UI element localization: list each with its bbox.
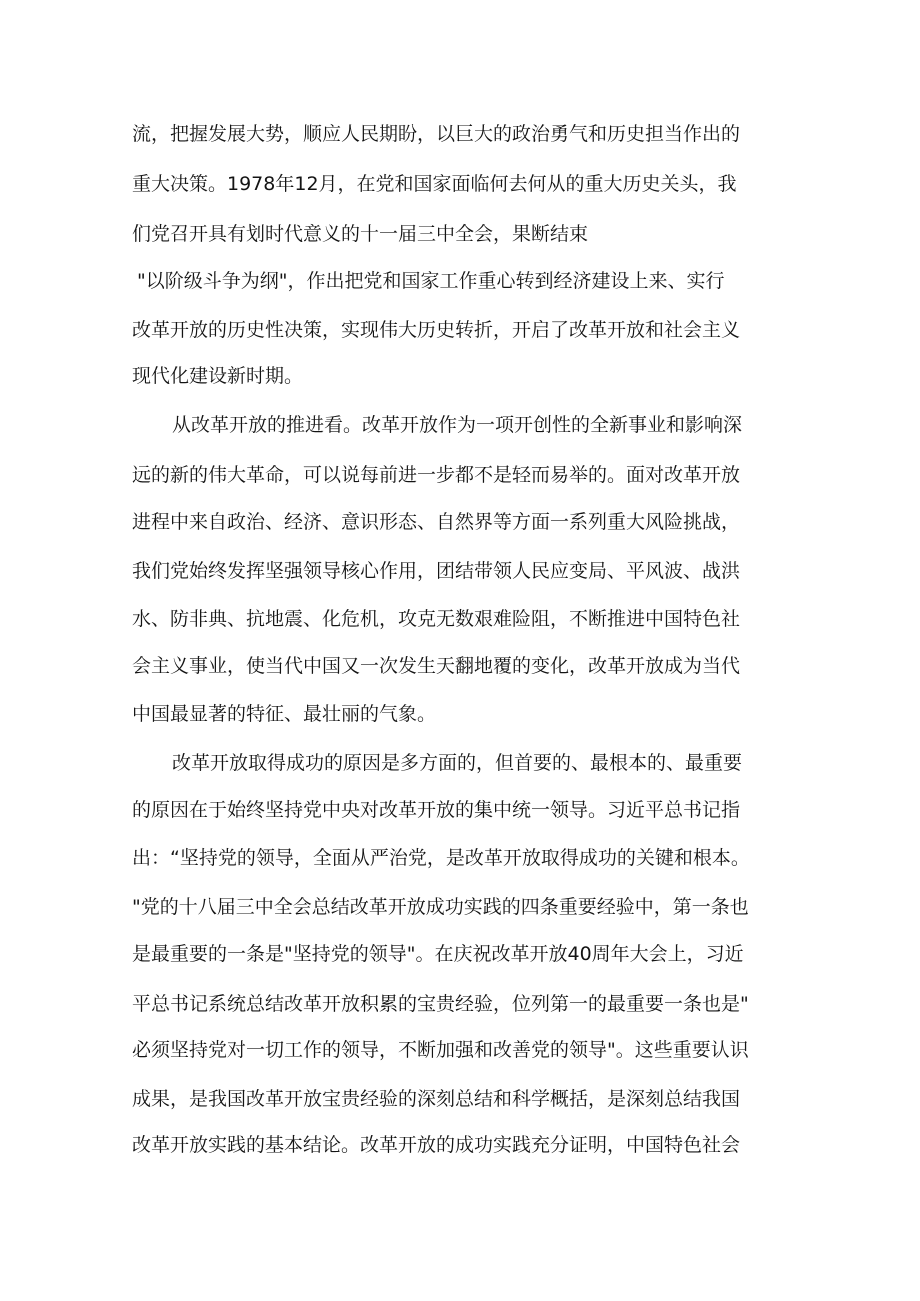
paragraph-1-line-6: 现代化建设新时期。	[132, 365, 304, 387]
paragraph-2-line-3: 进程中来自政治、经济、意识形态、自然界等方面一系列重大风险挑战，	[132, 511, 741, 533]
paragraph-3-line-7: 必须坚持党对一切工作的领导，不断加强和改善党的领导"。这些重要认识	[132, 1039, 749, 1061]
paragraph-2-line-1: 从改革开放的推进看。改革开放作为一项开创性的全新事业和影响深	[172, 414, 743, 436]
paragraph-3-line-2: 的原因在于始终坚持党中央对改革开放的集中统一领导。习近平总书记指	[132, 799, 741, 821]
paragraph-3-line-9: 改革开放实践的基本结论。改革开放的成功实践充分证明，中国特色社会	[132, 1134, 741, 1156]
paragraph-1-line-1: 流，把握发展大势，顺应人民期盼，以巨大的政治勇气和历史担当作出的	[132, 123, 741, 145]
paragraph-3-line-1: 改革开放取得成功的原因是多方面的，但首要的、最根本的、最重要	[172, 752, 743, 774]
paragraph-1-line-4: "以阶级斗争为纲"，作出把党和国家工作重心转到经济建设上来、实行	[137, 270, 725, 292]
paragraph-3-line-3: 出：“坚持党的领导，全面从严治党，是改革开放取得成功的关键和根本。	[132, 847, 750, 869]
paragraph-2-line-5: 水、防非典、抗地震、化危机，攻克无数艰难险阻，不断推进中国特色社	[132, 608, 741, 630]
paragraph-3-line-4: "党的十八届三中全会总结改革开放成功实践的四条重要经验中，第一条也	[132, 896, 749, 918]
paragraph-3-line-8: 成果，是我国改革开放宝贵经验的深刻总结和科学概括，是深刻总结我国	[132, 1088, 741, 1110]
paragraph-1-line-5: 改革开放的历史性决策，实现伟大历史转折，开启了改革开放和社会主义	[132, 319, 741, 341]
paragraph-2-line-6: 会主义事业，使当代中国又一次发生天翻地覆的变化，改革开放成为当代	[132, 655, 741, 677]
paragraph-2-line-7: 中国最显著的特征、最壮丽的气象。	[132, 703, 437, 725]
paragraph-2-line-2: 远的新的伟大革命，可以说每前进一步都不是轻而易举的。面对改革开放	[132, 464, 741, 486]
paragraph-3-line-5: 是最重要的一条是"坚持党的领导"。在庆祝改革开放40周年大会上，习近	[132, 943, 744, 965]
paragraph-1-line-3: 们党召开具有划时代意义的十一届三中全会，果断结束	[132, 223, 589, 245]
paragraph-2-line-4: 我们党始终发挥坚强领导核心作用，团结带领人民应变局、平风波、战洪	[132, 560, 741, 582]
paragraph-3-line-6: 平总书记系统总结改革开放积累的宝贵经验，位列第一的最重要一条也是"	[132, 993, 749, 1015]
paragraph-1-line-2: 重大决策。1978年12月，在党和国家面临何去何从的重大历史关头，我	[132, 173, 737, 195]
